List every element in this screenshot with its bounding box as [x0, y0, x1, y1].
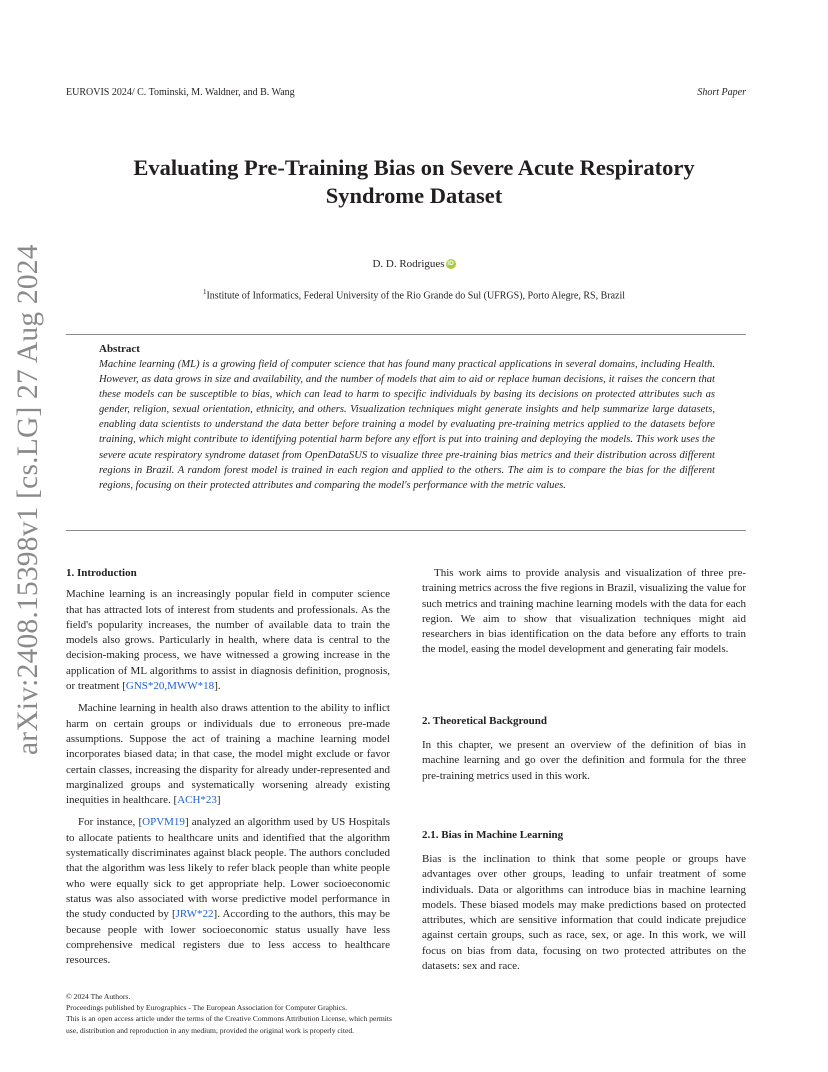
- footnote-line-license: This is an open access article under the terms of the Creative Commons Attribution License, which permits use, distribution and reproduction in any medium, provided the original work is properly cited.: [66, 1014, 392, 1035]
- intro-p3-mid: ] analyzed an algorithm used by US Hospitals to allocate patients to healthcare units and identified that the algorithm systematically discriminates against black people. The authors concluded that the algorithm was less likely to refer black people than white people who were equally sick to get appropriate help. Lower socioeconomic status was also associated with worse predictive model performance in the study conducted by [: [66, 816, 391, 921]
- footnote-line-copyright: © 2024 The Authors.: [66, 992, 131, 1001]
- intro-paragraph-1: [66, 587, 390, 694]
- bias-in-ml-paragraph: [422, 852, 746, 974]
- running-header-paper-type: Short Paper: [697, 87, 746, 98]
- author-name: D. D. Rodrigues: [372, 258, 445, 270]
- affiliation-text: Institute of Informatics, Federal University of the Rio Grande do Sul (UFRGS), Porto Alegre, RS, Brazil: [206, 290, 626, 302]
- citation-link[interactable]: OPVM19: [142, 816, 185, 829]
- intro-paragraph-3: [66, 815, 390, 968]
- footnote-line-proceedings: Proceedings published by Eurographics - The European Association for Computer Graphics.: [66, 1003, 347, 1013]
- affiliation-mark: 1: [202, 288, 207, 296]
- intro-p2-end: ]: [216, 794, 221, 807]
- intro-p3-end: ]. According to the authors, this may be because people with lower socioeconomic status usually have less comprehensive medical registers due to less access to healthcare resources.: [66, 908, 390, 967]
- section-heading-introduction: 1. Introduction: [66, 567, 137, 579]
- sec2-text: In this chapter, we present an overview of the definition of bias in machine learning and go over the definition and formula for the three pre-training metrics used in this work.: [422, 739, 746, 782]
- orcid-icon[interactable]: iD: [447, 260, 454, 267]
- citation-link[interactable]: GNS*20,MWW*18: [125, 680, 215, 693]
- abstract-heading: Abstract: [99, 343, 140, 355]
- citation-link[interactable]: ACH*23: [177, 794, 217, 807]
- abstract-bottom-rule: [66, 530, 746, 531]
- intro-p2-text: Machine learning in health also draws attention to the ability to inflict harm on certain groups or individuals due to erroneous pre-made assumptions. Suppose the act of training a machine learning model incorporates biased data; in that case, the model might exclude or favor certain classes, increasing the disparity for already under-represented and marginalized groups and systematically worsening already existing inequities in healthcare. [: [66, 702, 390, 807]
- affiliation: [0, 288, 828, 301]
- section-heading-bias-in-ml: 2.1. Bias in Machine Learning: [422, 829, 564, 841]
- abstract-top-rule: [66, 334, 746, 335]
- intro-p1-end: ].: [214, 680, 221, 693]
- left-column: [66, 566, 390, 968]
- intro-paragraph-2: [66, 701, 390, 808]
- arxiv-identifier-stamp[interactable]: arXiv:2408.15398v1 [cs.LG] 27 Aug 2024: [12, 244, 44, 755]
- right-column: [422, 566, 746, 658]
- intro-p3-start: For instance, [: [78, 816, 143, 829]
- theoretical-background-paragraph: [422, 738, 746, 784]
- author-line: [0, 258, 828, 270]
- sec21-text: Bias is the inclination to think that some people or groups have advantages over other groups, leading to unfair treatment of some individuals. Data or algorithms can introduce bias in machine learning models. These biased models may make predictions based on protected attributes, which are sensitive information that could indicate prejudice against certain groups, such as race, sex, or age. In this work, we will focus on bias from data, focusing on two protected attributes on the datasets: sex and race.: [422, 853, 746, 973]
- copyright-footnote: [66, 991, 392, 1036]
- running-header-venue: EUROVIS 2024/ C. Tominski, M. Waldner, and B. Wang: [66, 87, 295, 98]
- paper-title: Evaluating Pre-Training Bias on Severe Acute Respiratory Syndrome Dataset: [133, 155, 695, 208]
- section-heading-theoretical-background: 2. Theoretical Background: [422, 715, 547, 727]
- citation-link[interactable]: JRW*22: [175, 908, 214, 921]
- aims-paragraph: This work aims to provide analysis and visualization of three pre-training metrics across the five regions in Brazil, visualizing the value for such metrics and training machine learning models with the data for each region. We aim to show that visualization techniques might aid researchers in bias identification on the data before any efforts to train the model, easing the model development and generating fair models.: [422, 567, 746, 656]
- abstract-text: Machine learning (ML) is a growing field of computer science that has found many practical applications in several domains, including Health. However, as data grows in size and availability, and the number of models that aim to aid or replace human decisions, it raises the concern that these models can be susceptible to bias, which can lead to harm to specific individuals by basing its decisions on protected attributes such as gender, religion, sexual orientation, ethnicity, and others. Visualization techniques might generate insights and help summarize large datasets, enabling data scientists to understand the data better before training a model by evaluating pre-training metrics applied to the datasets before training, which might contribute to identifying potential harm before any effort is put into training and deploying the models. This work uses the severe acute respiratory syndrome dataset from OpenDataSUS to visualize three pre-training bias metrics and their distribution across different regions in Brazil. A random forest model is trained in each region and applied to the others. The aim is to compare the bias for the different regions, focusing on their protected attributes and comparing the model's performance with the metric values.: [99, 359, 715, 491]
- intro-p1-text: Machine learning is an increasingly popular field in computer science that has attracted lots of interest from students and professionals. As the field's popularity increases, the number of available data to train the models also grows. Particularly in health, where data is central to the decision-making process, we have witnessed a growing increase in the application of ML algorithms to assist in diagnosis definition, prognosis, or treatment [: [66, 588, 390, 693]
